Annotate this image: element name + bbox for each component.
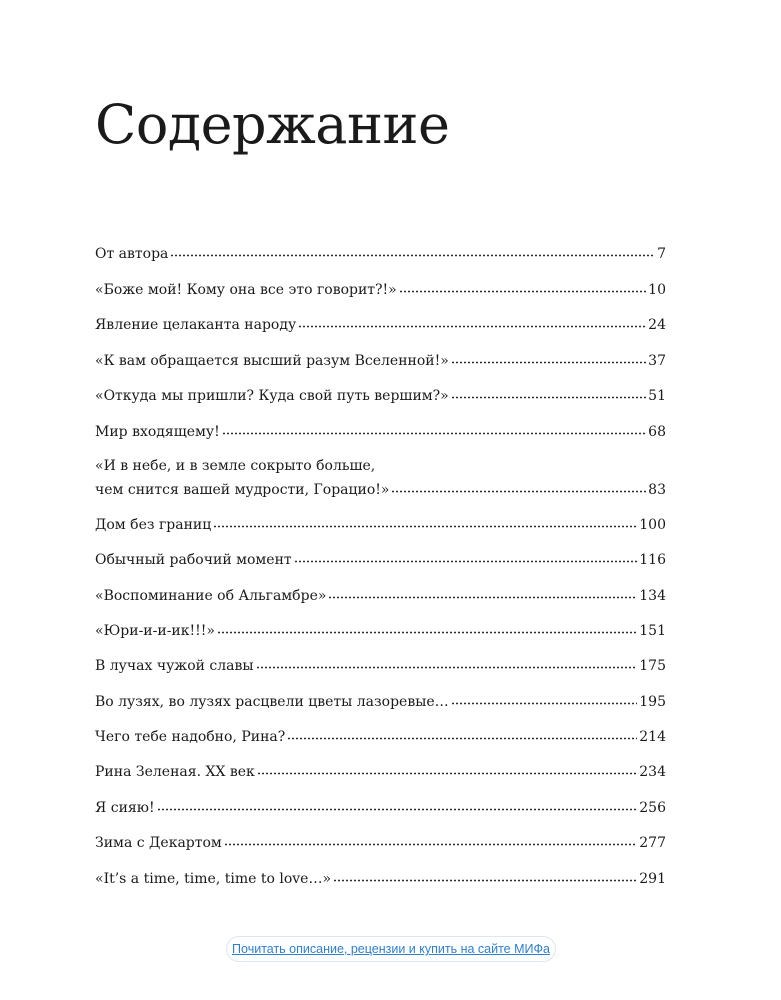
- toc-dot-leader: [298, 325, 646, 328]
- toc-page-number: 151: [639, 623, 666, 639]
- toc-page-number: 277: [639, 835, 666, 851]
- buy-on-mif-link[interactable]: Почитать описание, рецензии и купить на сайте МИФа: [226, 936, 556, 962]
- toc-page-number: 7: [657, 246, 666, 262]
- toc-entry: [95, 869, 666, 889]
- toc-dot-leader: [451, 361, 646, 364]
- toc-entry-title: Обычный рабочий момент: [95, 552, 292, 568]
- toc-entry: [95, 692, 666, 712]
- toc-dot-leader: [170, 254, 655, 257]
- toc-page-number: 24: [648, 317, 666, 333]
- toc-page-number: 175: [639, 658, 666, 674]
- toc-dot-leader: [287, 737, 637, 740]
- toc-entry-title: «К вам обращается высший разум Вселенной!»: [95, 353, 449, 369]
- toc-page-number: 256: [639, 800, 666, 816]
- toc-entry: [95, 586, 666, 606]
- toc-entry: [95, 244, 666, 264]
- toc-entry-title: Дом без границ: [95, 517, 212, 533]
- toc-page-number: 37: [648, 353, 666, 369]
- toc-entry-title: «Откуда мы пришли? Куда свой путь вершим?»: [95, 388, 449, 404]
- toc-dot-leader: [257, 772, 637, 775]
- toc-entry: [95, 456, 666, 500]
- toc-dot-leader: [217, 631, 637, 634]
- toc-entry: [95, 656, 666, 676]
- toc-dot-leader: [451, 396, 646, 399]
- toc-dot-leader: [328, 596, 637, 599]
- toc-entry-title: Мир входящему!: [95, 424, 220, 440]
- toc-page-number: 234: [639, 764, 666, 780]
- toc-entry: [95, 515, 666, 535]
- toc-entry: [95, 762, 666, 782]
- toc-dot-leader: [224, 843, 637, 846]
- toc-entry-title: Во лузях, во лузях расцвели цветы лазоревые…: [95, 694, 449, 710]
- toc-entry-title-line1: «И в небе, и в земле сокрыто больше,: [95, 458, 376, 474]
- toc-page-number: 214: [639, 729, 666, 745]
- toc-entry-title: Явление целаканта народу: [95, 317, 297, 333]
- toc-page-number: 195: [639, 694, 666, 710]
- toc-page-number: 68: [648, 424, 666, 440]
- toc-page-number: 116: [639, 552, 666, 568]
- toc-entry-title: «Юри-и-и-ик!!!»: [95, 623, 215, 639]
- toc-entry-title: В лучах чужой славы: [95, 658, 254, 674]
- page-title: Содержание: [95, 93, 450, 156]
- toc-page-number: 51: [648, 388, 666, 404]
- toc-entry-title: Зима с Декартом: [95, 835, 222, 851]
- toc-entry-title: «Воспоминание об Альгамбре»: [95, 588, 327, 604]
- toc-entry-title: Рина Зеленая. ХХ век: [95, 764, 255, 780]
- toc-page-number: 83: [648, 482, 666, 498]
- toc-dot-leader: [399, 290, 646, 293]
- toc-entry: [95, 315, 666, 335]
- toc-dot-leader: [391, 490, 646, 493]
- toc-dot-leader: [157, 808, 638, 811]
- toc-page-number: 134: [639, 588, 666, 604]
- toc-entry: [95, 550, 666, 570]
- toc-dot-leader: [256, 666, 638, 669]
- toc-entry-title: От автора: [95, 246, 169, 262]
- toc-entry: [95, 833, 666, 853]
- toc-entry: [95, 727, 666, 747]
- toc-entry-title: «It’s a time, time, time to love…»: [95, 871, 332, 887]
- toc-entry: [95, 386, 666, 406]
- toc-dot-leader: [222, 432, 646, 435]
- toc-entry-title: Я сияю!: [95, 800, 155, 816]
- toc-entry-title: чем снится вашей мудрости, Горацио!»: [95, 482, 390, 498]
- toc-page-number: 10: [648, 282, 666, 298]
- toc-page-number: 291: [639, 871, 666, 887]
- toc-entry: [95, 351, 666, 371]
- toc-entry: [95, 280, 666, 300]
- toc-dot-leader: [213, 525, 637, 528]
- toc-entry-title: Чего тебе надобно, Рина?: [95, 729, 286, 745]
- toc-entry: [95, 422, 666, 442]
- toc-dot-leader: [333, 879, 637, 882]
- toc-dot-leader: [294, 560, 638, 563]
- toc-entry-title: «Боже мой! Кому она все это говорит?!»: [95, 282, 397, 298]
- toc-entry: [95, 798, 666, 818]
- toc-entry: [95, 621, 666, 641]
- toc-page-number: 100: [639, 517, 666, 533]
- toc-dot-leader: [451, 702, 638, 705]
